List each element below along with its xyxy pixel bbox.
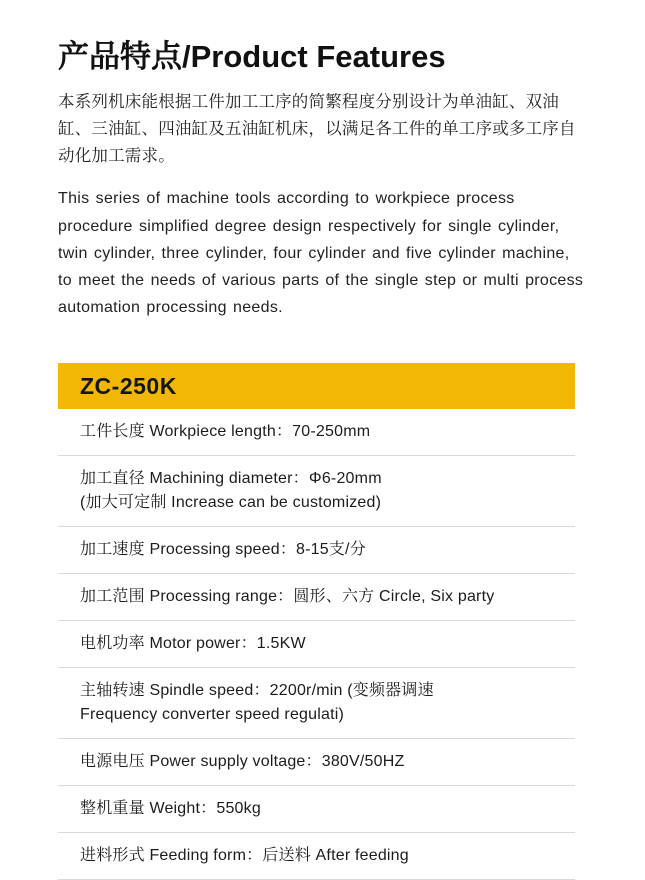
specification-table-header-row — [58, 363, 575, 409]
spec-cell — [58, 833, 575, 880]
spec-text-line-1: 主轴转速 Spindle speed：2200r/min (变频器调速 — [80, 682, 434, 700]
spec-text-line-1: 加工直径 Machining diameter：Φ6-20mm — [80, 470, 382, 488]
spec-cell — [58, 621, 575, 668]
spec-cell — [58, 786, 575, 833]
spec-text-line-1: 电源电压 Power supply voltage：380V/50HZ — [80, 753, 405, 771]
table-row — [58, 456, 575, 527]
spec-cell — [58, 527, 575, 574]
spec-text-line-1: 工件长度 Workpiece length：70-250mm — [80, 423, 371, 441]
table-row — [58, 409, 575, 456]
spec-cell — [58, 574, 575, 621]
page-title: 产品特点/Product Features — [58, 39, 446, 74]
model-name: ZC-250K — [80, 372, 177, 399]
spec-text-line-1: 电机功率 Motor power：1.5KW — [80, 635, 306, 653]
table-row — [58, 574, 575, 621]
description-chinese: 本系列机床能根据工件加工工序的简繁程度分别设计为单油缸、双油缸、三油缸、四油缸及五油缸机床，以满足各工件的单工序或多工序自动化加工需求。 — [58, 93, 576, 165]
spec-text-line-1: 进料形式 Feeding form：后送料 After feeding — [80, 847, 409, 865]
table-row — [58, 833, 575, 880]
spec-cell — [58, 739, 575, 786]
spec-text-line-1: 加工速度 Processing speed：8-15支/分 — [80, 541, 366, 559]
table-row — [58, 739, 575, 786]
spec-text-line-1: 整机重量 Weight：550kg — [80, 800, 261, 818]
table-row — [58, 786, 575, 833]
spec-cell — [58, 668, 575, 739]
table-row — [58, 621, 575, 668]
spec-cell — [58, 409, 575, 456]
spec-cell — [58, 456, 575, 527]
description-english: This series of machine tools according to workpiece process procedure simplified degree design respectively for single cylinder, twin cylinder, three cylinder, four cylinder and five cylinder machine, to meet the needs of various parts of the single step or multi process automation processing needs. — [58, 190, 584, 317]
table-row — [58, 668, 575, 739]
spec-text-line-2: Frequency converter speed regulati) — [80, 706, 345, 724]
specification-table-body — [58, 363, 575, 880]
table-row — [58, 527, 575, 574]
spec-text-line-2: (加大可定制 Increase can be customized) — [80, 494, 382, 512]
spec-text-line-1: 加工范围 Processing range：圆形、六方 Circle, Six party — [80, 588, 495, 606]
specification-table — [58, 363, 575, 880]
